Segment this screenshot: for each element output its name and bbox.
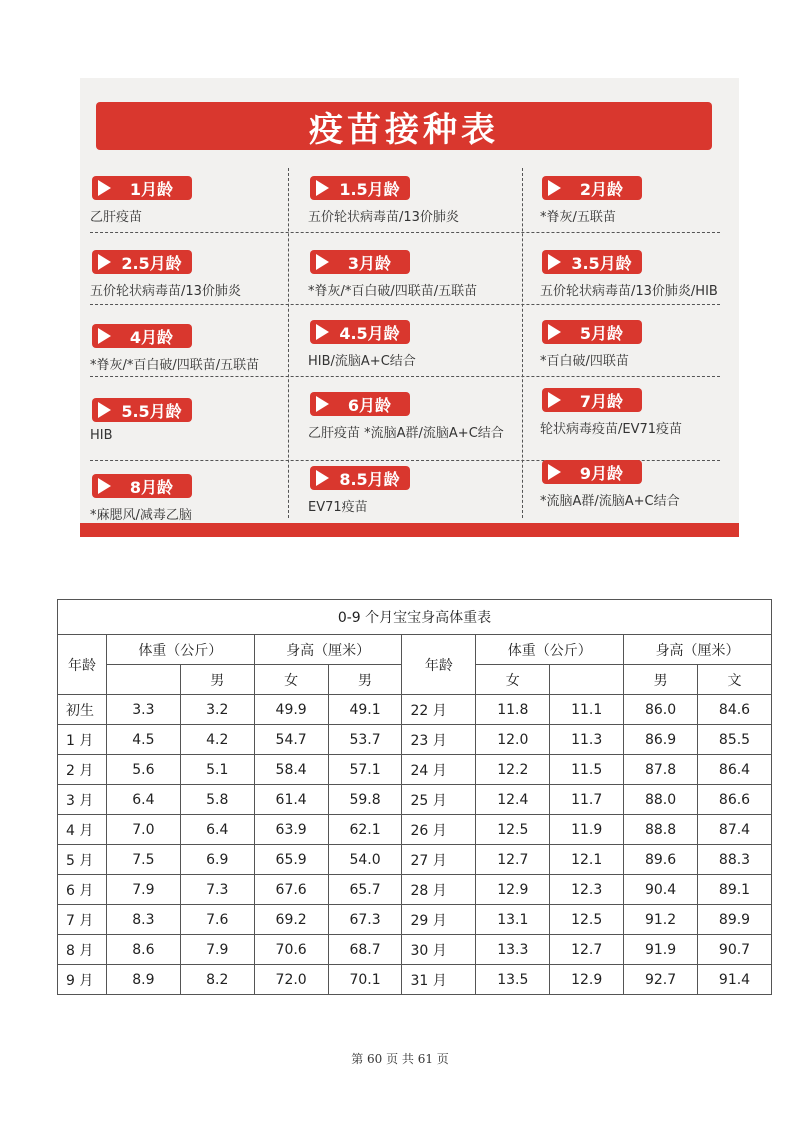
table-cell: 31 月	[402, 965, 476, 995]
table-cell: 3 月	[58, 785, 107, 815]
subheader: 男	[180, 665, 254, 695]
table-cell: 8 月	[58, 935, 107, 965]
vaccine-list: EV71疫苗	[308, 500, 368, 515]
vaccine-list: 乙肝疫苗	[90, 210, 143, 225]
table-cell: 54.0	[328, 845, 402, 875]
play-icon	[548, 254, 561, 270]
age-tag	[542, 388, 642, 412]
table-cell: 11.1	[550, 695, 624, 725]
vaccine-list: 乙肝疫苗 *流脑A群/流脑A+C结合	[308, 426, 504, 441]
vaccine-list: 五价轮状病毒苗/13价肺炎	[308, 210, 459, 225]
play-icon	[548, 324, 561, 340]
table-cell: 12.7	[476, 845, 550, 875]
play-icon	[316, 254, 329, 270]
age-label: 2月龄	[579, 179, 624, 199]
vaccine-cell	[530, 450, 739, 520]
table-cell: 11.9	[550, 815, 624, 845]
table-cell: 7.5	[106, 845, 180, 875]
table-cell: 87.8	[624, 755, 698, 785]
header-height: 身高（厘米）	[254, 635, 402, 665]
table-cell: 54.7	[254, 725, 328, 755]
age-label: 7月龄	[579, 391, 624, 411]
table-cell: 28 月	[402, 875, 476, 905]
header-age: 年龄	[58, 635, 107, 695]
table-cell: 89.9	[698, 905, 772, 935]
table-cell: 23 月	[402, 725, 476, 755]
subheader: 女	[476, 665, 550, 695]
vaccine-cell	[530, 378, 739, 448]
age-tag	[542, 176, 642, 200]
table-cell: 8.6	[106, 935, 180, 965]
age-label: 4月龄	[129, 327, 174, 347]
table-cell: 57.1	[328, 755, 402, 785]
age-label: 5月龄	[579, 323, 624, 343]
age-label: 3.5月龄	[571, 253, 632, 273]
play-icon	[98, 328, 111, 344]
vaccine-cell	[80, 314, 290, 384]
play-icon	[98, 254, 111, 270]
table-cell: 91.4	[698, 965, 772, 995]
age-label: 2.5月龄	[121, 253, 182, 273]
vaccine-list: 五价轮状病毒苗/13价肺炎/HIB	[540, 284, 718, 299]
table-cell: 29 月	[402, 905, 476, 935]
table-cell: 49.1	[328, 695, 402, 725]
table-cell: 88.3	[698, 845, 772, 875]
vaccine-cell	[298, 310, 508, 380]
table-cell: 4.5	[106, 725, 180, 755]
play-icon	[548, 392, 561, 408]
age-tag	[310, 250, 410, 274]
vaccine-list: *百白破/四联苗	[540, 354, 629, 369]
table-cell: 67.6	[254, 875, 328, 905]
page-footer: 第 60 页 共 61 页	[351, 1052, 449, 1066]
vaccine-cell	[298, 166, 508, 236]
table-cell: 13.1	[476, 905, 550, 935]
table-cell: 53.7	[328, 725, 402, 755]
table-cell: 7.3	[180, 875, 254, 905]
table-cell: 4 月	[58, 815, 107, 845]
table-cell: 89.6	[624, 845, 698, 875]
age-tag	[310, 392, 410, 416]
poster-bottom-strip	[80, 523, 739, 537]
table-cell: 26 月	[402, 815, 476, 845]
poster-title-banner	[96, 102, 712, 150]
table-cell: 86.9	[624, 725, 698, 755]
table-row	[58, 845, 772, 875]
table-cell: 5.1	[180, 755, 254, 785]
age-label: 3月龄	[347, 253, 392, 273]
table-cell: 65.9	[254, 845, 328, 875]
header-weight: 体重（公斤）	[106, 635, 254, 665]
table-cell: 11.3	[550, 725, 624, 755]
play-icon	[316, 180, 329, 196]
table-cell: 87.4	[698, 815, 772, 845]
age-tag	[92, 324, 192, 348]
age-tag	[542, 460, 642, 484]
play-icon	[98, 180, 111, 196]
age-tag	[310, 320, 410, 344]
age-tag	[92, 474, 192, 498]
age-label: 5.5月龄	[121, 401, 182, 421]
table-cell: 5.6	[106, 755, 180, 785]
vaccine-list: *流脑A群/流脑A+C结合	[540, 494, 680, 509]
table-cell: 12.5	[550, 905, 624, 935]
vaccine-list: *麻腮风/减毒乙脑	[90, 508, 192, 523]
table-cell: 12.5	[476, 815, 550, 845]
table-cell: 89.1	[698, 875, 772, 905]
header-height-2: 身高（厘米）	[624, 635, 772, 665]
age-tag	[92, 250, 192, 274]
age-label: 1月龄	[129, 179, 174, 199]
subheader: 文	[698, 665, 772, 695]
table-cell: 84.6	[698, 695, 772, 725]
subheader: 男	[328, 665, 402, 695]
table-cell: 68.7	[328, 935, 402, 965]
table-cell: 1 月	[58, 725, 107, 755]
age-label: 8月龄	[129, 477, 174, 497]
age-label: 8.5月龄	[339, 469, 400, 489]
table-cell: 11.7	[550, 785, 624, 815]
table-cell: 70.1	[328, 965, 402, 995]
table-cell: 27 月	[402, 845, 476, 875]
table-cell: 4.2	[180, 725, 254, 755]
table-cell: 59.8	[328, 785, 402, 815]
table-cell: 65.7	[328, 875, 402, 905]
table-cell: 85.5	[698, 725, 772, 755]
table-cell: 24 月	[402, 755, 476, 785]
table-row	[58, 785, 772, 815]
play-icon	[316, 470, 329, 486]
header-age-2: 年龄	[402, 635, 476, 695]
age-tag	[92, 176, 192, 200]
table-title: 0-9 个月宝宝身高体重表	[58, 600, 772, 635]
table-cell: 12.9	[476, 875, 550, 905]
table-cell: 70.6	[254, 935, 328, 965]
table-cell: 63.9	[254, 815, 328, 845]
table-cell: 2 月	[58, 755, 107, 785]
vaccine-poster-photo	[80, 78, 739, 537]
table-cell: 90.7	[698, 935, 772, 965]
table-cell: 11.8	[476, 695, 550, 725]
table-cell: 6.9	[180, 845, 254, 875]
table-cell: 6 月	[58, 875, 107, 905]
table-cell: 3.2	[180, 695, 254, 725]
table-row	[58, 965, 772, 995]
table-cell: 86.4	[698, 755, 772, 785]
grid-divider	[522, 168, 523, 518]
table-row	[58, 815, 772, 845]
table-cell: 6.4	[106, 785, 180, 815]
vaccine-cell	[80, 388, 290, 458]
vaccine-list: 五价轮状病毒苗/13价肺炎	[90, 284, 241, 299]
table-cell: 12.2	[476, 755, 550, 785]
age-tag	[92, 398, 192, 422]
table-cell: 初生	[58, 695, 107, 725]
vaccine-list: *脊灰/五联苗	[540, 210, 616, 225]
table-cell: 12.3	[550, 875, 624, 905]
vaccine-cell	[80, 240, 290, 310]
subheader: 女	[254, 665, 328, 695]
table-cell: 8.2	[180, 965, 254, 995]
table-cell: 12.0	[476, 725, 550, 755]
play-icon	[98, 478, 111, 494]
subheader	[106, 665, 180, 695]
table-cell: 12.1	[550, 845, 624, 875]
table-cell: 88.8	[624, 815, 698, 845]
table-row	[58, 725, 772, 755]
table-cell: 91.9	[624, 935, 698, 965]
table-row	[58, 875, 772, 905]
growth-table	[57, 599, 772, 995]
table-row	[58, 695, 772, 725]
table-cell: 7.9	[106, 875, 180, 905]
table-cell: 3.3	[106, 695, 180, 725]
age-label: 9月龄	[579, 463, 624, 483]
table-cell: 9 月	[58, 965, 107, 995]
table-cell: 11.5	[550, 755, 624, 785]
poster-title: 疫苗接种表	[309, 109, 499, 150]
vaccine-cell	[530, 310, 739, 380]
age-tag	[310, 176, 410, 200]
table-cell: 69.2	[254, 905, 328, 935]
vaccine-cell	[298, 240, 508, 310]
table-cell: 5.8	[180, 785, 254, 815]
vaccine-cell	[298, 456, 508, 526]
age-tag	[542, 320, 642, 344]
table-cell: 7 月	[58, 905, 107, 935]
table-cell: 7.9	[180, 935, 254, 965]
play-icon	[548, 180, 561, 196]
table-cell: 30 月	[402, 935, 476, 965]
table-cell: 8.3	[106, 905, 180, 935]
table-cell: 12.7	[550, 935, 624, 965]
table-cell: 92.7	[624, 965, 698, 995]
table-cell: 88.0	[624, 785, 698, 815]
play-icon	[316, 396, 329, 412]
table-cell: 6.4	[180, 815, 254, 845]
table-cell: 86.0	[624, 695, 698, 725]
table-row	[58, 935, 772, 965]
vaccine-list: *脊灰/*百白破/四联苗/五联苗	[90, 358, 260, 373]
table-cell: 5 月	[58, 845, 107, 875]
age-tag	[542, 250, 642, 274]
table-cell: 61.4	[254, 785, 328, 815]
table-cell: 12.9	[550, 965, 624, 995]
table-cell: 90.4	[624, 875, 698, 905]
vaccine-cell	[80, 166, 290, 236]
table-cell: 7.0	[106, 815, 180, 845]
vaccine-list: 轮状病毒疫苗/EV71疫苗	[540, 422, 683, 437]
play-icon	[548, 464, 561, 480]
table-cell: 49.9	[254, 695, 328, 725]
subheader: 男	[624, 665, 698, 695]
table-cell: 62.1	[328, 815, 402, 845]
table-cell: 25 月	[402, 785, 476, 815]
vaccine-list: HIB/流脑A+C结合	[308, 354, 416, 369]
age-label: 6月龄	[347, 395, 392, 415]
table-cell: 86.6	[698, 785, 772, 815]
table-cell: 7.6	[180, 905, 254, 935]
age-label: 1.5月龄	[339, 179, 400, 199]
table-cell: 13.5	[476, 965, 550, 995]
table-cell: 72.0	[254, 965, 328, 995]
table-cell: 22 月	[402, 695, 476, 725]
age-tag	[310, 466, 410, 490]
vaccine-list: *脊灰/*百白破/四联苗/五联苗	[308, 284, 478, 299]
table-cell: 8.9	[106, 965, 180, 995]
table-cell: 67.3	[328, 905, 402, 935]
subheader	[550, 665, 624, 695]
header-weight-2: 体重（公斤）	[476, 635, 624, 665]
vaccine-cell	[298, 382, 508, 452]
play-icon	[316, 324, 329, 340]
table-row	[58, 905, 772, 935]
age-label: 4.5月龄	[339, 323, 400, 343]
table-cell: 91.2	[624, 905, 698, 935]
table-cell: 58.4	[254, 755, 328, 785]
vaccine-list: HIB	[90, 428, 113, 443]
table-row	[58, 755, 772, 785]
table-body	[58, 695, 772, 995]
table-cell: 12.4	[476, 785, 550, 815]
vaccine-cell	[530, 166, 739, 236]
vaccine-cell	[530, 240, 739, 310]
play-icon	[98, 402, 111, 418]
table-cell: 13.3	[476, 935, 550, 965]
